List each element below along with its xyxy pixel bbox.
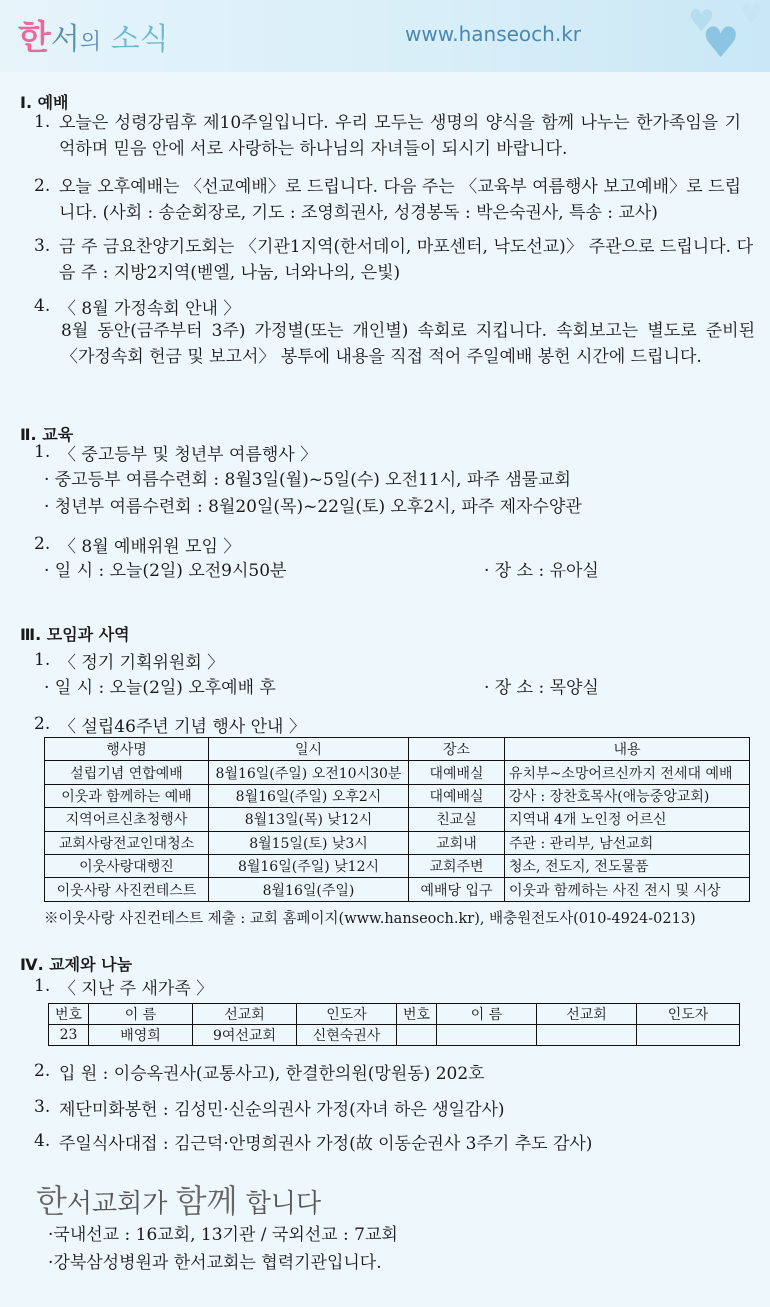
section-title-fellowship: Ⅳ. 교제와 나눔: [20, 955, 133, 974]
table-row: [45, 854, 750, 877]
list-number: 2.: [34, 534, 51, 554]
table-cell: [637, 1025, 740, 1046]
ministry-item-1-heading: 〈 정기 기획위원회 〉: [59, 653, 225, 673]
list-number: 4.: [34, 1131, 51, 1151]
table-row: [45, 761, 750, 784]
together-title: 한서교회가 함께 합니다: [36, 1182, 322, 1220]
list-number: 1.: [34, 650, 51, 670]
table-row: [49, 1025, 740, 1046]
table-cell: 주관 : 관리부, 남선교회: [505, 831, 750, 854]
table-cell: 유치부~소망어르신까지 전세대 예배: [505, 761, 750, 784]
table-cell: 8월15일(토) 낮3시: [209, 831, 409, 854]
heart-icon: ♥: [702, 18, 740, 67]
table-cell: 강사 : 장찬호목사(애능중앙교회): [505, 784, 750, 807]
meeting-time: · 일 시 : 오늘(2일) 오후예배 후: [44, 678, 276, 698]
education-line: · 청년부 여름수련회 : 8월20일(목)~22일(토) 오후2시, 파주 제자수양관: [44, 497, 582, 517]
worship-item-4: 8월 동안(금주부터 3주) 가정별(또는 개인별) 속회로 지킵니다. 속회보고는 별도로 준비된 〈가정속회 헌금 및 보고서〉 봉투에 내용을 직접 적어 주일예배 봉헌 시간에 드립니다.: [61, 321, 755, 367]
table-cell: 8월16일(주일): [209, 878, 409, 901]
table-cell: 교회사랑전교인대청소: [45, 831, 209, 854]
table-cell: 배영희: [89, 1025, 193, 1046]
heart-icon: ♥: [740, 0, 764, 30]
table-cell: [537, 1025, 637, 1046]
table-cell: 대예배실: [409, 784, 505, 807]
worship-item-1: 오늘은 성령강림후 제10주일입니다. 우리 모두는 생명의 양식을 함께 나누는 한가족임을 기억하며 믿음 안에 서로 사랑하는 하나님의 자녀들이 되시기 바랍니다.: [59, 113, 741, 159]
section-title-ministry: Ⅲ. 모임과 사역: [20, 625, 130, 644]
list-number: 2.: [34, 176, 51, 196]
fellowship-item-2: 입 원 : 이승옥권사(교통사고), 한결한의원(망원동) 202호: [59, 1064, 485, 1084]
contest-note: ※이웃사랑 사진컨테스트 제출 : 교회 홈페이지(www.hanseoch.kr), 배충원전도사(010-4924-0213): [44, 911, 696, 927]
table-cell: 23: [49, 1025, 89, 1046]
column-header: 행사명: [45, 738, 209, 761]
fellowship-item-4: 주일식사대접 : 김근덕·안명희권사 가정(故 이동순권사 3주기 추도 감사): [59, 1134, 593, 1154]
partner-line: ·강북삼성병원과 한서교회는 협력기관입니다.: [48, 1253, 382, 1273]
column-header: 번호: [49, 1004, 89, 1025]
table-cell: [437, 1025, 537, 1046]
table-cell: 신현숙권사: [297, 1025, 397, 1046]
worship-item-4-heading: 〈 8월 가정속회 안내 〉: [59, 299, 241, 319]
table-cell: 9여선교회: [193, 1025, 297, 1046]
column-header: 내용: [505, 738, 750, 761]
list-number: 3.: [34, 1097, 51, 1117]
table-cell: 청소, 전도지, 전도물품: [505, 854, 750, 877]
table-cell: 이웃사랑대행진: [45, 854, 209, 877]
brand-title: 한서의 소식: [18, 18, 169, 58]
education-item-1-heading: 〈 중고등부 및 청년부 여름행사 〉: [59, 445, 318, 465]
table-cell: 지역내 4개 노인정 어르신: [505, 808, 750, 831]
table-cell: 8월13일(목) 낮12시: [209, 808, 409, 831]
table-cell: 교회주변: [409, 854, 505, 877]
list-number: 1.: [34, 442, 51, 462]
mission-line: ·국내선교 : 16교회, 13기관 / 국외선교 : 7교회: [48, 1225, 398, 1245]
table-header-row: [49, 1004, 740, 1025]
list-number: 4.: [34, 296, 51, 316]
site-url[interactable]: www.hanseoch.kr: [405, 22, 581, 46]
anniversary-events-table: [44, 737, 750, 902]
table-cell: 교회내: [409, 831, 505, 854]
worship-item-2: 오늘 오후예배는 〈선교예배〉로 드립니다. 다음 주는 〈교육부 여름행사 보고예배〉로 드립니다. (사회 : 송순회장로, 기도 : 조영희권사, 성경봉독 : 박은숙권사, 특송 : 교사): [59, 177, 741, 223]
column-header: 선교회: [537, 1004, 637, 1025]
table-cell: 지역어르신초청행사: [45, 808, 209, 831]
table-cell: 8월16일(주일) 오후2시: [209, 784, 409, 807]
section-title-worship: Ⅰ. 예배: [20, 93, 69, 112]
table-cell: 이웃사랑 사진컨테스트: [45, 878, 209, 901]
column-header: 선교회: [193, 1004, 297, 1025]
column-header: 이 름: [437, 1004, 537, 1025]
meeting-time: · 일 시 : 오늘(2일) 오전9시50분: [44, 561, 287, 581]
column-header: 장소: [409, 738, 505, 761]
fellowship-item-3: 제단미화봉헌 : 김성민·신순의권사 가정(자녀 하은 생일감사): [59, 1100, 505, 1120]
table-cell: 친교실: [409, 808, 505, 831]
list-number: 2.: [34, 1061, 51, 1081]
list-number: 3.: [34, 236, 51, 256]
section-title-education: Ⅱ. 교육: [20, 425, 74, 444]
column-header: 인도자: [637, 1004, 740, 1025]
table-cell: 8월16일(주일) 낮12시: [209, 854, 409, 877]
education-item-2-heading: 〈 8월 예배위원 모임 〉: [59, 537, 241, 557]
table-header-row: [45, 738, 750, 761]
education-line: · 중고등부 여름수련회 : 8월3일(월)~5일(수) 오전11시, 파주 샘물교회: [44, 470, 571, 490]
table-cell: 이웃과 함께하는 사진 전시 및 시상: [505, 878, 750, 901]
list-number: 2.: [34, 714, 51, 734]
meeting-place: · 장 소 : 목양실: [484, 678, 599, 698]
worship-item-3: 금 주 금요찬양기도회는 〈기관1지역(한서데이, 마포센터, 낙도선교)〉 주관으로 드립니다. 다음 주 : 지방2지역(벧엘, 나눔, 너와나의, 은빛): [59, 237, 753, 283]
ministry-item-2-heading: 〈 설립46주년 기념 행사 안내 〉: [59, 717, 306, 737]
column-header: 일시: [209, 738, 409, 761]
table-cell: 대예배실: [409, 761, 505, 784]
column-header: 인도자: [297, 1004, 397, 1025]
table-cell: 이웃과 함께하는 예배: [45, 784, 209, 807]
table-row: [45, 808, 750, 831]
list-number: 1.: [34, 112, 51, 132]
meeting-place: · 장 소 : 유아실: [484, 561, 599, 581]
table-row: [45, 831, 750, 854]
fellowship-item-1-heading: 〈 지난 주 새가족 〉: [59, 979, 214, 999]
table-cell: [397, 1025, 437, 1046]
table-cell: 설립기념 연합예배: [45, 761, 209, 784]
table-row: [45, 878, 750, 901]
table-cell: 예배당 입구: [409, 878, 505, 901]
column-header: 번호: [397, 1004, 437, 1025]
column-header: 이 름: [89, 1004, 193, 1025]
table-cell: 8월16일(주일) 오전10시30분: [209, 761, 409, 784]
table-row: [45, 784, 750, 807]
list-number: 1.: [34, 976, 51, 996]
heart-icon: ♥: [688, 4, 715, 39]
new-family-table: [48, 1003, 740, 1046]
